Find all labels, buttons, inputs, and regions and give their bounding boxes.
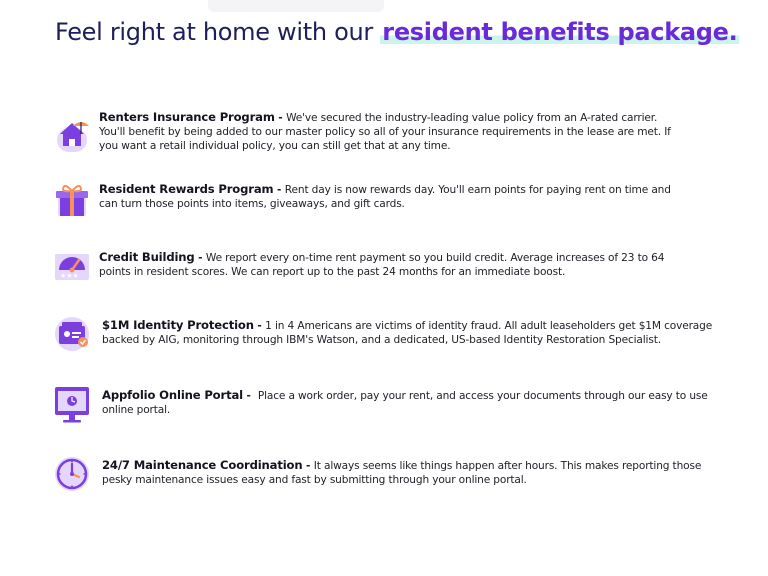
benefit-description: We report every on-time rent payment so you build credit. Average increases of 23 to 64 points in resident scores. We can report up to the past 24 months for an immediate boost. xyxy=(99,252,665,278)
identity-briefcase-icon xyxy=(52,314,92,354)
online-portal-monitor-icon xyxy=(52,385,92,425)
maintenance-clock-icon xyxy=(52,454,92,494)
headline-lead: Feel right at home with our xyxy=(55,18,381,46)
benefit-title: $1M Identity Protection xyxy=(102,318,254,332)
umbrella-house-icon xyxy=(52,114,92,154)
benefit-title: Renters Insurance Program xyxy=(99,110,275,124)
benefit-title: Appfolio Online Portal xyxy=(102,388,243,402)
benefit-text: Renters Insurance Program - We've secured the industry-leading value policy from an A-rated carrier. You'll benefit by being added to our master policy so all of your insurance requirements in the lease are met. If you want a retail individual policy, you can still get that at any time. xyxy=(99,110,671,152)
benefit-description: Rent day is now rewards day. You'll earn points for paying rent on time and can turn those points into items, giveaways, and gift cards. xyxy=(99,184,671,210)
benefit-title: Credit Building xyxy=(99,250,195,264)
top-tab-decoration xyxy=(208,0,384,12)
benefit-text: 24/7 Maintenance Coordination - It always seems like things happen after hours. This makes reporting those pesky maintenance issues easy and fast by submitting through your online portal. xyxy=(102,458,702,486)
benefit-text: $1M Identity Protection - 1 in 4 Americans are victims of identity fraud. All adult leaseholders get $1M coverage backed by AIG, monitoring through IBM's Watson, and a dedicated, US-based Identity Restoration Specialist. xyxy=(102,318,713,346)
benefit-description: Place a work order, pay your rent, and access your documents through our easy to use online portal. xyxy=(102,390,708,416)
benefit-text: Credit Building - We report every on-time rent payment so you build credit. Average increases of 23 to 64 points in resident scores. We can report up to the past 24 months for an immediate boost. xyxy=(99,250,665,278)
page-headline xyxy=(55,16,755,48)
benefit-title: Resident Rewards Program xyxy=(99,182,274,196)
gift-box-icon xyxy=(52,180,92,220)
benefit-text: Appfolio Online Portal - Place a work order, pay your rent, and access your documents through our easy to use online portal. xyxy=(102,388,708,416)
headline-accent: resident benefits package. xyxy=(382,18,738,46)
benefit-title: 24/7 Maintenance Coordination xyxy=(102,458,303,472)
credit-gauge-icon xyxy=(52,246,92,286)
benefit-description: We've secured the industry-leading value policy from an A-rated carrier. You'll benefit by being added to our master policy so all of your insurance requirements in the lease are met. If you want a retail individual policy, you can still get that at any time. xyxy=(99,112,671,152)
benefit-text: Resident Rewards Program - Rent day is now rewards day. You'll earn points for paying rent on time and can turn those points into items, giveaways, and gift cards. xyxy=(99,182,671,210)
benefit-description: It always seems like things happen after hours. This makes reporting those pesky maintenance issues easy and fast by submitting through your online portal. xyxy=(102,460,702,486)
svg-text:★★★: ★★★ xyxy=(60,272,79,280)
benefit-description: 1 in 4 Americans are victims of identity fraud. All adult leaseholders get $1M coverage backed by AIG, monitoring through IBM's Watson, and a dedicated, US-based Identity Restoration Specialist. xyxy=(102,320,713,346)
